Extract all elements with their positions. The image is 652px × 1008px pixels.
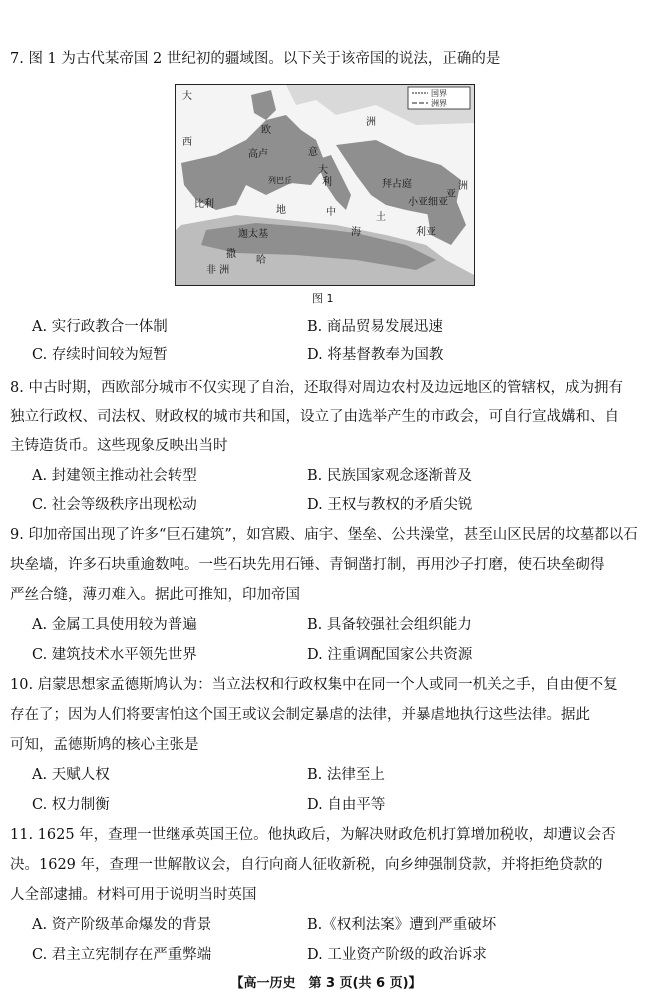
q11-line-3: 人全部逮捕。材料可用于说明当时英国 — [10, 887, 257, 903]
q8-option-c[interactable]: C. 社会等级秩序出现松动 — [32, 497, 197, 513]
map-place-label: 海 — [351, 227, 361, 238]
map-place-label: 高卢 — [248, 149, 268, 160]
map-place-label: 比利 — [194, 199, 214, 210]
q8-line-3: 主铸造货币。这些现象反映出当时 — [10, 438, 228, 454]
q7-option-b[interactable]: B. 商品贸易发展迅速 — [307, 319, 443, 335]
map-place-label: 地 — [276, 205, 286, 216]
page-footer: 【高一历史 第 3 页(共 6 页)】 — [230, 976, 422, 991]
empire-map-figure — [175, 84, 475, 286]
q10-option-d[interactable]: D. 自由平等 — [307, 797, 386, 813]
map-place-label: 哈 — [256, 255, 266, 266]
figure-caption: 图 1 — [312, 292, 334, 305]
q11-option-c[interactable]: C. 君主立宪制存在严重弊端 — [32, 947, 212, 963]
q8-option-d[interactable]: D. 王权与教权的矛盾尖锐 — [307, 497, 473, 513]
map-place-label: 土 — [376, 212, 386, 223]
q8-option-a[interactable]: A. 封建领主推动社会转型 — [32, 468, 197, 484]
map-place-label: 中 — [326, 207, 336, 218]
q9-line-1: 9. 印加帝国出现了许多“巨石建筑”，如宫殿、庙宇、堡垒、公共澡堂，甚至山区民居的坟墓都以石 — [10, 527, 638, 543]
q11-option-b[interactable]: B.《权利法案》遭到严重破坏 — [307, 917, 497, 933]
q10-line-2: 存在了；因为人们将要害怕这个国王或议会制定暴虐的法律，并暴虐地执行这些法律。据此 — [10, 707, 590, 723]
q7-option-d[interactable]: D. 将基督教奉为国教 — [307, 347, 444, 363]
q8-line-2: 独立行政权、司法权、财政权的城市共和国，设立了由选举产生的市政会，可自行宣战媾和、自 — [10, 409, 619, 425]
map-place-label: 意 — [308, 147, 318, 158]
q10-option-a[interactable]: A. 天赋人权 — [32, 767, 110, 783]
q9-option-c[interactable]: C. 建筑技术水平领先世界 — [32, 647, 197, 663]
q9-line-3: 严丝合缝，薄刃难入。据此可推知，印加帝国 — [10, 587, 300, 603]
map-place-label: 欧 — [261, 125, 271, 136]
map-place-label: 小亚细亚 — [408, 197, 448, 208]
map-place-label: 亚 — [446, 189, 456, 200]
q10-option-b[interactable]: B. 法律至上 — [307, 767, 385, 783]
q11-option-d[interactable]: D. 工业资产阶级的政治诉求 — [307, 947, 487, 963]
map-place-label: 大 — [318, 165, 328, 176]
map-place-label: 迦太基 — [238, 229, 268, 240]
map-place-label: 利 — [322, 177, 332, 188]
q7-stem: 7. 图 1 为古代某帝国 2 世纪初的疆域图。以下关于该帝国的说法，正确的是 — [10, 51, 501, 67]
q9-line-2: 块垒墙，许多石块重逾数吨。一些石块先用石锤、青铜凿打制，再用沙子打磨，使石块垒砌得 — [10, 557, 605, 573]
q10-line-1: 10. 启蒙思想家孟德斯鸠认为：当立法权和行政权集中在同一个人或同一机关之手，自由便不复 — [10, 677, 618, 693]
map-place-label: 洲 — [458, 181, 468, 192]
q10-line-3: 可知，孟德斯鸠的核心主张是 — [10, 737, 199, 753]
q7-option-c[interactable]: C. 存续时间较为短暂 — [32, 347, 168, 363]
q11-line-2: 决。1629 年，查理一世解散议会，自行向商人征收新税，向乡绅强制贷款，并将拒绝贷款的 — [10, 857, 603, 873]
q8-option-b[interactable]: B. 民族国家观念逐渐普及 — [307, 468, 472, 484]
map-svg — [176, 85, 474, 285]
q7-option-a[interactable]: A. 实行政教合一体制 — [32, 319, 168, 335]
legend-zhoujie: 洲界 — [431, 99, 447, 108]
q9-option-d[interactable]: D. 注重调配国家公共资源 — [307, 647, 473, 663]
q9-option-a[interactable]: A. 金属工具使用较为普遍 — [32, 617, 197, 633]
map-place-label: 撒 — [226, 249, 236, 260]
q10-option-c[interactable]: C. 权力制衡 — [32, 797, 110, 813]
q8-line-1: 8. 中古时期，西欧部分城市不仅实现了自治，还取得对周边农村及边远地区的管辖权，成为拥有 — [10, 380, 623, 396]
q11-option-a[interactable]: A. 资产阶级革命爆发的背景 — [32, 917, 212, 933]
map-place-label: 拜占庭 — [382, 179, 412, 190]
map-place-label: 列巴丘 — [268, 176, 292, 185]
map-place-label: 利亚 — [416, 227, 436, 238]
map-place-label: 大 — [182, 91, 192, 102]
q9-option-b[interactable]: B. 具备较强社会组织能力 — [307, 617, 472, 633]
q11-line-1: 11. 1625 年，查理一世继承英国王位。他执政后，为解决财政危机打算增加税收，却遭议会否 — [10, 827, 616, 843]
map-place-label: 西 — [182, 137, 192, 148]
map-place-label: 洲 — [366, 117, 376, 128]
map-place-label: 非 洲 — [206, 265, 230, 276]
legend-guojie: 国界 — [431, 89, 447, 98]
